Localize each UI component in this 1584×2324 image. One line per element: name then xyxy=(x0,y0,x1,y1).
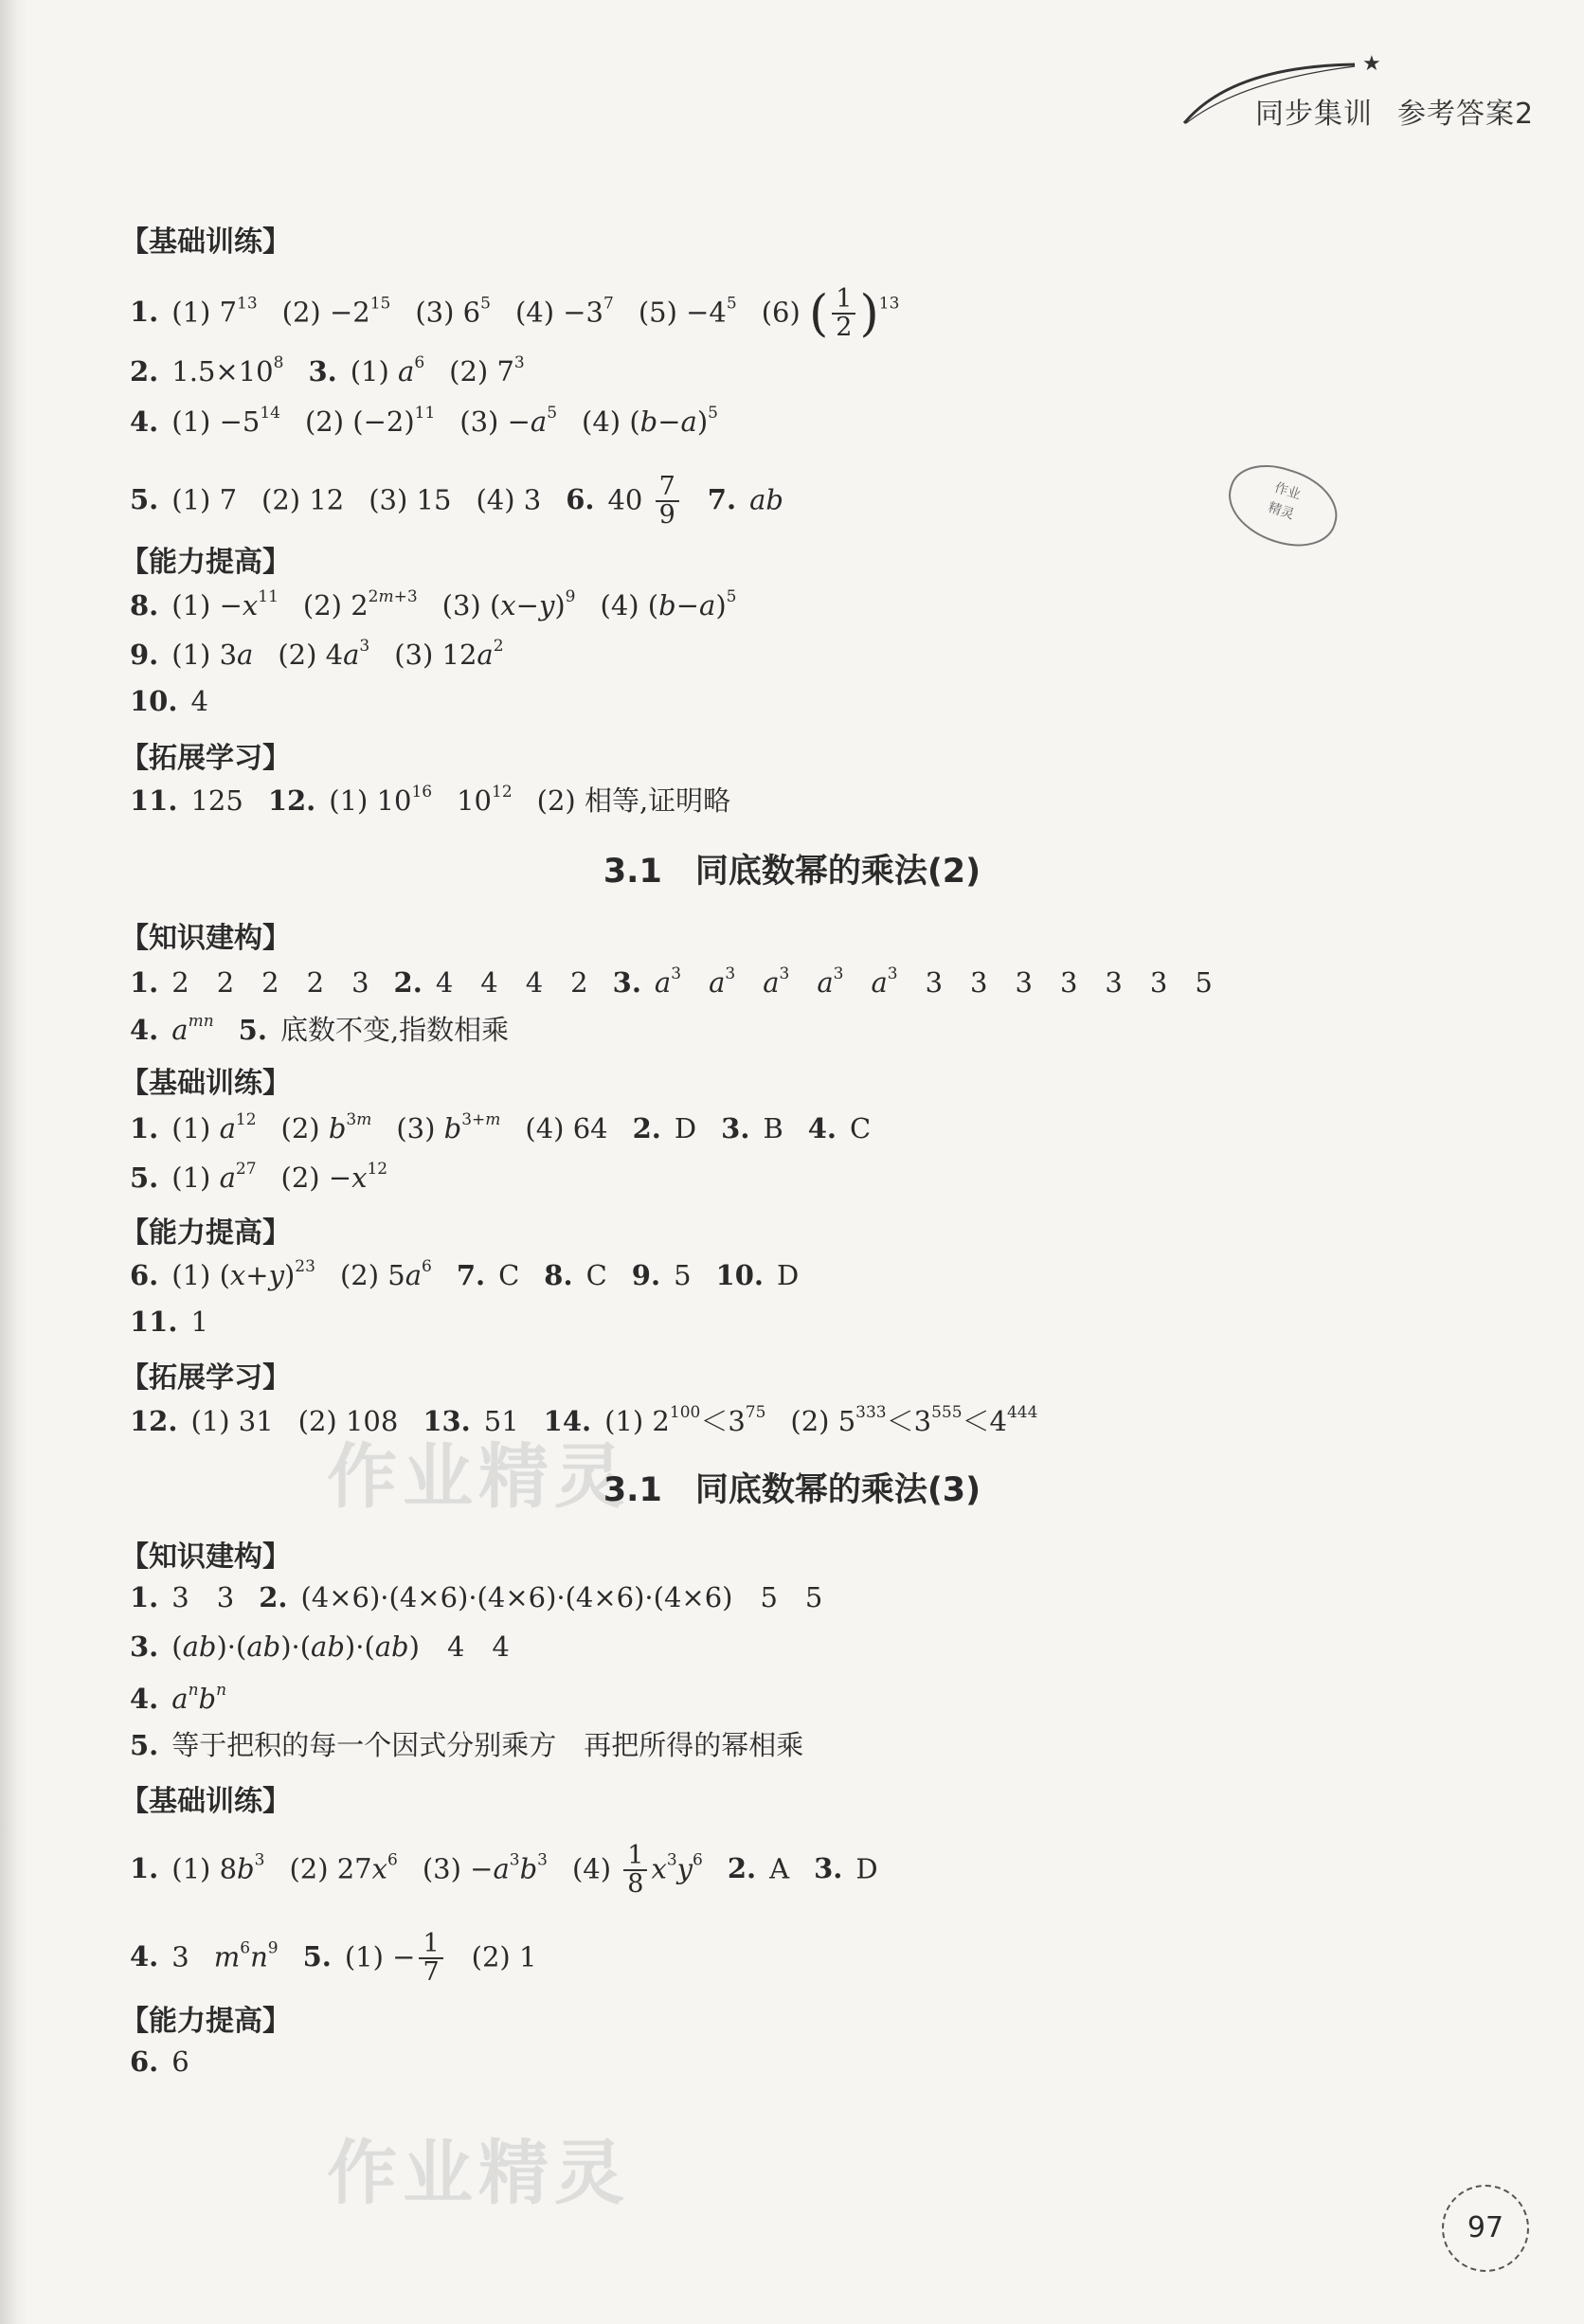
answer-line-9: 9. (1) 3a (2) $4a^3$ (3) $12a^2$ xyxy=(130,637,504,671)
answer-line-2: 2. $1.5\times 10^8$ 3. (1) $a^6$ (2) $7^3$ xyxy=(130,353,525,387)
answer-line-2-ability-6: 6. (1) $(x+y)^{23}$ (2) $5a^6$ 7. C 8. C 9. 5 10. D xyxy=(130,1257,800,1291)
answer-line-10: 10. 4 xyxy=(130,685,208,717)
watermark-2: 作业精灵 xyxy=(327,2133,630,2214)
answer-line-3-ability-6: 6. 6 xyxy=(130,2045,189,2078)
section-knowledge: 【知识建构】 xyxy=(120,922,291,955)
answer-line-3-basic-1: 1. (1) $8b^3$ (2) $27x^6$ $(3) -a^3b^3$ (4) $\frac{1}{8}$ $x^3y^6$ 2. A 3. D xyxy=(130,1841,878,1900)
header-subtitle: 参考答案2 xyxy=(1397,98,1535,131)
section-ability: 【能力提高】 xyxy=(120,546,291,579)
svg-text:★: ★ xyxy=(1362,52,1381,76)
header-title: 同步集训 xyxy=(1255,98,1373,131)
section-extension-2: 【拓展学习】 xyxy=(120,1361,291,1395)
section-basic-training: 【基础训练】 xyxy=(120,225,291,259)
answer-line-11: 11. 125 12. (1) $10^{16}$ $10^{12}$ (2) 相等,证明略 xyxy=(130,783,731,817)
watermark-1: 作业精灵 xyxy=(327,1436,630,1518)
answer-line-8: 8. $(1) -x^{11}$ (2) $2^{2m+3}$ (3) $(x-y)^9$ (4) $(b-a)^5$ xyxy=(130,587,737,622)
section-basic-training-2: 【基础训练】 xyxy=(120,1067,291,1100)
page-spine-shadow xyxy=(0,0,28,2324)
section-title-3-1-3: 3.1 同底数幂的乘法(3) xyxy=(603,1471,981,1509)
answer-line-3-1: 1. 3 3 2. (4×6)·(4×6)·(4×6)·(4×6)·(4×6) 5 5 xyxy=(130,1581,823,1613)
section-basic-training-3: 【基础训练】 xyxy=(120,1785,291,1818)
answer-line-3-5: 5. 等于把积的每一个因式分别乘方 再把所得的幂相乘 xyxy=(130,1729,804,1761)
section-title-3-1-2: 3.1 同底数幂的乘法(2) xyxy=(603,853,981,891)
answer-line-2-extend-12: 12. (1) 31 (2) 108 13. 51 14. (1) $2^{100}<3^{75}$ (2) $5^{333}<3^{555}<4^{444}$ xyxy=(130,1403,1038,1437)
homework-stamp: 作业 精灵 xyxy=(1218,454,1347,559)
answer-line-1: 1. (1) $7^{13}$ $(2) -2^{15}$ (3) $6^5$ $(4) -3^7$ $(5) -4^5$ (6) ( $\frac{1}{2}$ )$^{13}$ xyxy=(130,284,900,343)
section-extension: 【拓展学习】 xyxy=(120,742,291,775)
answer-line-2-4: 4. $a^{mn}$ 5. 底数不变,指数相乘 xyxy=(130,1012,510,1046)
answer-line-4: 4. $(1) -5^{14}$ (2) $(-2)^{11}$ $(3) -a^5$ (4) $(b-a)^5$ xyxy=(130,404,718,438)
answer-line-5: 5. (1) 7 (2) 12 (3) 15 (4) 3 6. 40 $\frac{7}{9}$ 7. ab xyxy=(130,472,783,531)
page-number: 97 xyxy=(1442,2185,1529,2272)
answer-line-3-basic-4: 4. 3 $m^6n^9$ 5. (1) − $\frac{1}{7}$ (2) 1 xyxy=(130,1929,537,1988)
answer-line-3-4: 4. $a^nb^n$ xyxy=(130,1681,227,1715)
answer-line-2-1: 1. 2 2 2 2 3 2. 4 4 4 2 3. $a^3$ $a^3$ $a^3$ $a^3$ $a^3$ 3 3 3 3 3 3 5 xyxy=(130,964,1213,999)
page-header xyxy=(1255,90,1534,132)
section-knowledge-3: 【知识建构】 xyxy=(120,1540,291,1574)
answer-line-2-ability-11: 11. 1 xyxy=(130,1306,208,1338)
section-ability-2: 【能力提高】 xyxy=(120,1216,291,1250)
section-ability-3: 【能力提高】 xyxy=(120,2005,291,2038)
answer-line-2-basic-1: 1. (1) $a^{12}$ (2) $b^{3m}$ (3) $b^{3+m}$ (4) 64 2. D 3. B 4. C xyxy=(130,1110,872,1144)
answer-line-3-3: 3. (ab)·(ab)·(ab)·(ab) 4 4 xyxy=(130,1630,510,1663)
answer-line-2-basic-5: 5. (1) $a^{27}$ $(2) -x^{12}$ xyxy=(130,1160,388,1194)
